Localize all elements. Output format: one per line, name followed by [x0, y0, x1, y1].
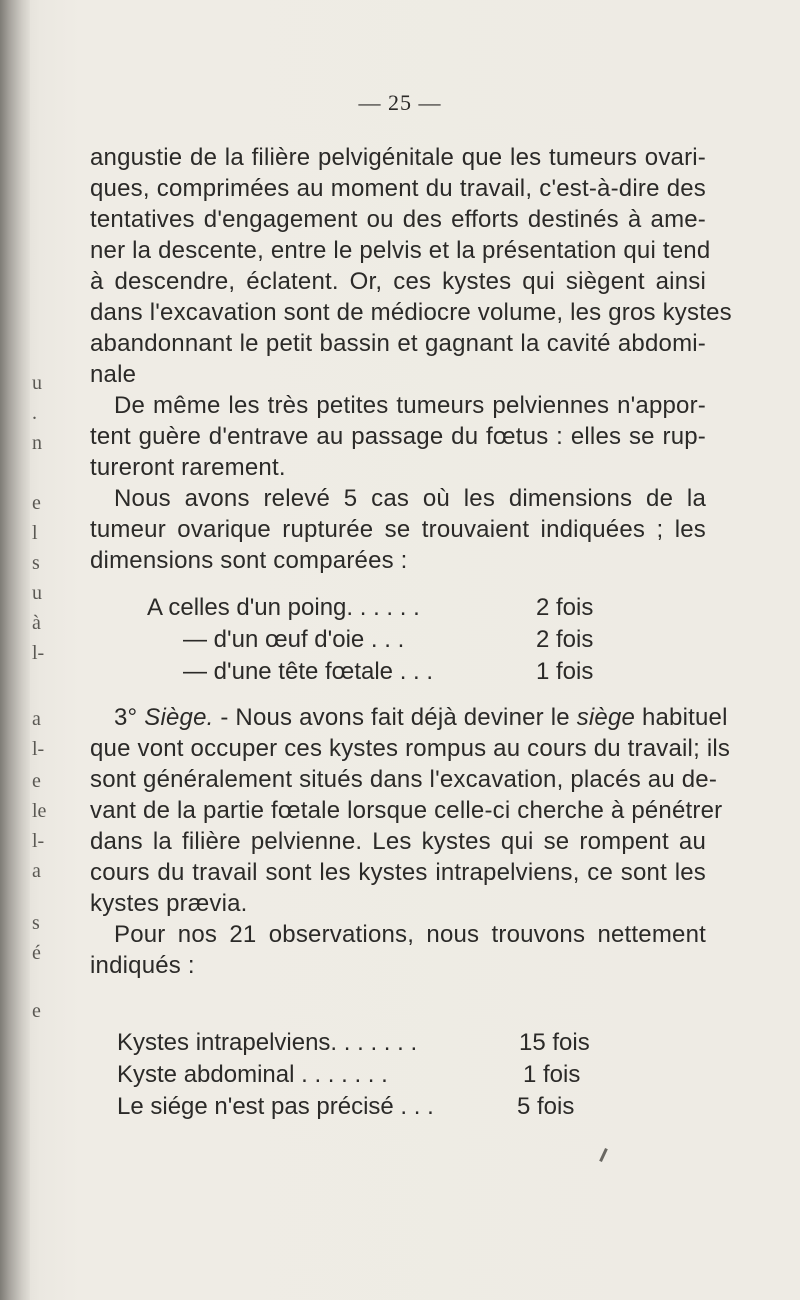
list-item-label: — d'un œuf d'oie . . .: [183, 626, 405, 653]
text-line: vant de la partie fœtale lorsque celle-ci cherche à pénétrer: [90, 797, 723, 824]
text-line: kystes prævia.: [90, 890, 248, 917]
text-line: tent guère d'entrave au passage du fœtus : elles se rup-: [90, 423, 706, 450]
text-line: De même les très petites tumeurs pelviennes n'appor-: [114, 392, 706, 419]
list-item: [147, 592, 627, 624]
margin-fragment: le: [32, 800, 47, 822]
margin-fragment: l-: [32, 642, 45, 664]
list-item: [147, 624, 627, 656]
margin-fragment: s: [32, 912, 40, 934]
page-number: — 25 —: [358, 90, 442, 115]
observations-list: [117, 1027, 637, 1123]
emphasized-word: siège: [576, 704, 636, 731]
list-item-value: 2 fois: [536, 594, 594, 621]
text-line: que vont occuper ces kystes rompus au cours du travail; ils: [90, 735, 731, 762]
paragraph-small-tumors: [90, 390, 706, 483]
margin-fragment: u: [32, 582, 42, 604]
text-line: dimensions sont comparées :: [90, 547, 408, 574]
text-line: ques, comprimées au moment du travail, c'est-à-dire des: [90, 175, 706, 202]
book-binding-shadow: [0, 0, 30, 1300]
section-lead-text-end: habituel: [635, 704, 728, 731]
list-item-label: Kyste abdominal . . . . . . .: [117, 1061, 388, 1088]
section-lead-text: - Nous avons fait déjà deviner le: [213, 704, 577, 731]
text-line: à descendre, éclatent. Or, ces kystes qui siègent ainsi: [90, 268, 706, 295]
text-line: Nous avons relevé 5 cas où les dimensions de la: [114, 485, 706, 512]
list-item: [117, 1027, 637, 1059]
text-line: ner la descente, entre le pelvis et la présentation qui tend: [90, 237, 711, 264]
paragraph-dimensions: [90, 483, 706, 576]
margin-fragment: s: [32, 552, 40, 574]
paragraph-continued: [90, 142, 732, 390]
list-item-value: 1 fois: [536, 658, 594, 685]
margin-fragment: u: [32, 372, 42, 394]
margin-fragment: e: [32, 1000, 41, 1022]
list-item-label: A celles d'un poing. . . . . .: [147, 594, 420, 621]
margin-fragment: l-: [32, 738, 45, 760]
list-item-label: — d'une tête fœtale . . .: [183, 658, 434, 685]
margin-fragment: l-: [32, 830, 45, 852]
list-item-label: Le siége n'est pas précisé . . .: [117, 1093, 434, 1120]
text-line: abandonnant le petit bassin et gagnant la cavité abdomi-: [90, 330, 706, 357]
margin-fragment: à: [32, 612, 41, 634]
list-item-value: 1 fois: [523, 1061, 581, 1088]
margin-fragment: a: [32, 860, 41, 882]
text-line: nale: [90, 361, 137, 388]
text-line: tentatives d'engagement ou des efforts destinés à ame-: [90, 206, 706, 233]
text-line: tumeur ovarique rupturée se trouvaient indiquées ; les: [90, 516, 706, 543]
margin-fragment: n: [32, 432, 42, 454]
stray-ink-mark: [599, 1148, 608, 1162]
margin-fragment: é: [32, 942, 41, 964]
facing-page-margin: [30, 0, 72, 1300]
margin-fragment: .: [32, 402, 37, 424]
text-line: sont généralement situés dans l'excavation, placés au de-: [90, 766, 718, 793]
list-item: [117, 1091, 637, 1123]
text-line: dans la filière pelvienne. Les kystes qui se rompent au: [90, 828, 706, 855]
list-item-label: Kystes intrapelviens. . . . . . .: [117, 1029, 418, 1056]
list-item: [117, 1059, 637, 1091]
text-line: dans l'excavation sont de médiocre volume, les gros kystes: [90, 299, 732, 326]
text-line: tureront rarement.: [90, 454, 286, 481]
margin-fragment: e: [32, 492, 41, 514]
paragraph-observations: [90, 919, 706, 981]
section-siege: [90, 702, 731, 919]
list-item-value: 5 fois: [517, 1093, 575, 1120]
margin-fragment: l: [32, 522, 38, 544]
text-line: angustie de la filière pelvigénitale que les tumeurs ovari-: [90, 144, 706, 171]
list-item-value: 2 fois: [536, 626, 594, 653]
section-title: Siège.: [144, 704, 214, 731]
text-line: indiqués :: [90, 952, 195, 979]
section-heading-line: [90, 702, 728, 733]
text-line: Pour nos 21 observations, nous trouvons nettement: [114, 921, 706, 948]
margin-fragment: e: [32, 770, 41, 792]
list-item: [147, 656, 627, 688]
dimensions-list: [147, 592, 627, 688]
list-item-value: 15 fois: [519, 1029, 590, 1056]
margin-fragment: a: [32, 708, 41, 730]
section-number: 3°: [114, 704, 138, 731]
text-line: cours du travail sont les kystes intrapelviens, ce sont les: [90, 859, 706, 886]
